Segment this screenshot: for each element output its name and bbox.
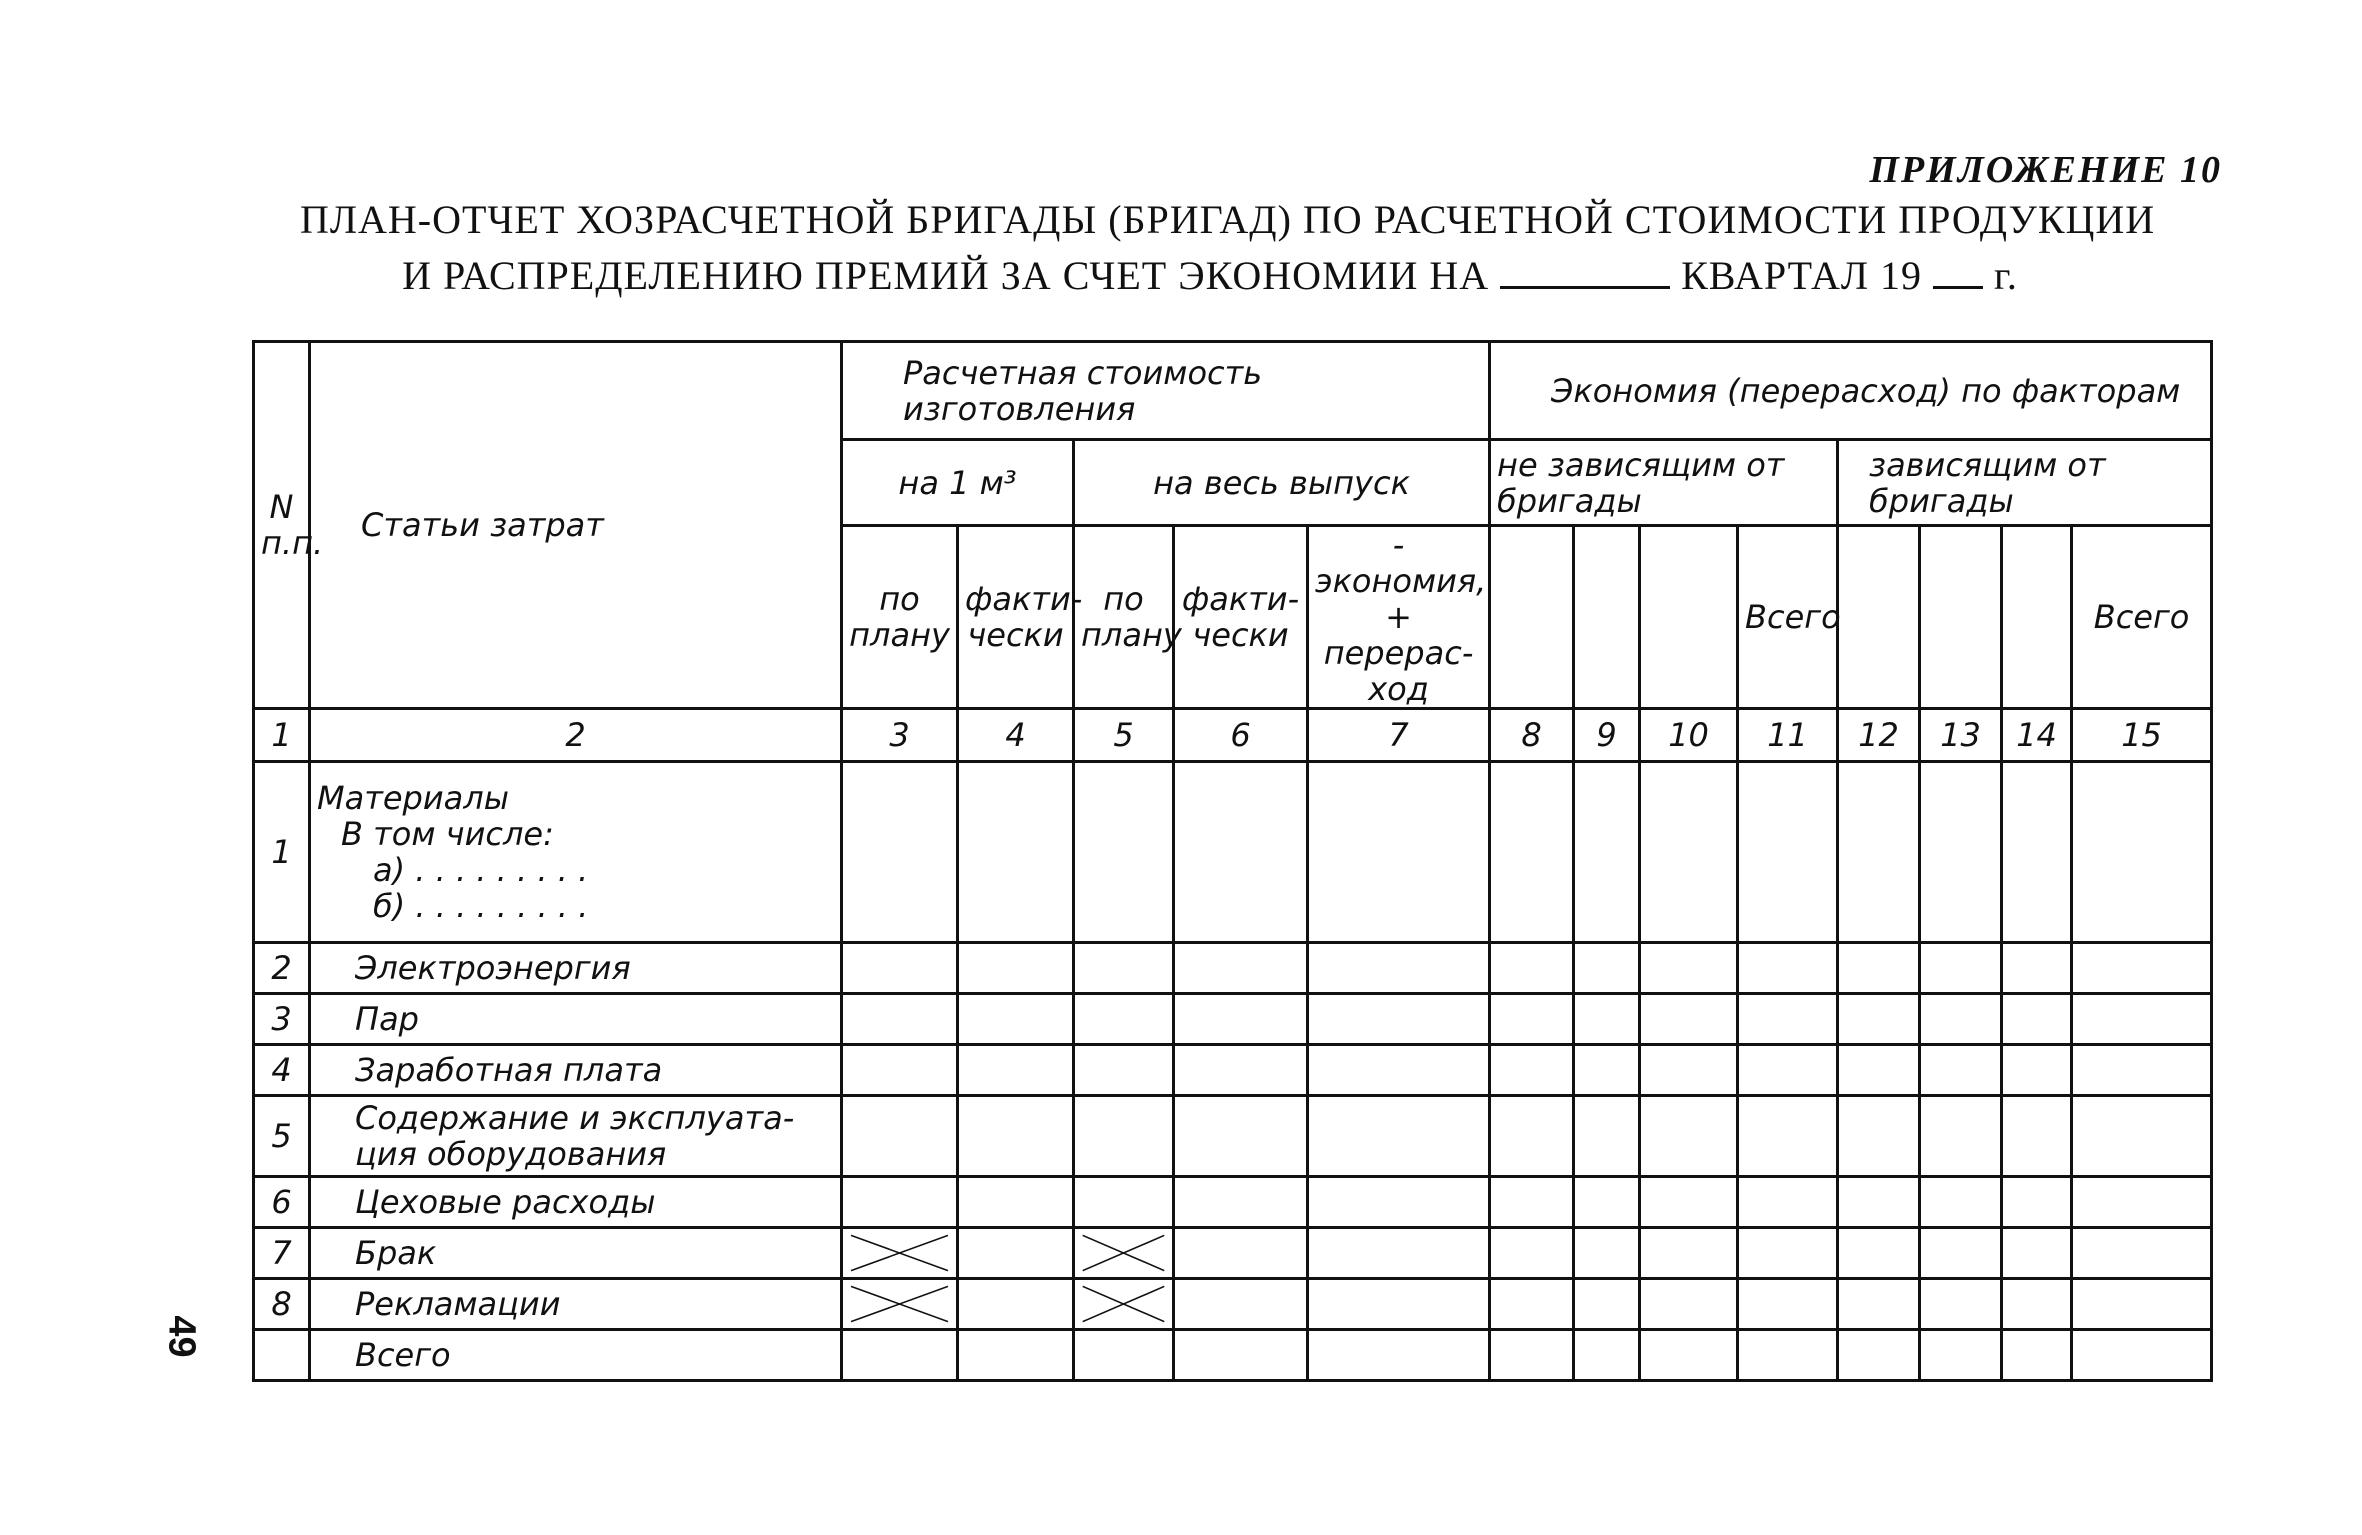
column-number: 9 <box>1574 709 1640 762</box>
table-cell[interactable] <box>1308 994 1490 1045</box>
header-plan-output: по плану <box>1074 526 1174 709</box>
title-year-suffix: г. <box>1994 253 2018 298</box>
table-cell[interactable] <box>1174 1096 1308 1177</box>
table-cell[interactable] <box>2002 1330 2072 1381</box>
table-cell[interactable] <box>842 1177 958 1228</box>
table-cell[interactable] <box>958 762 1074 943</box>
row-number: 6 <box>254 1177 310 1228</box>
table-cell[interactable] <box>2072 994 2212 1045</box>
table-cell[interactable] <box>1838 994 1920 1045</box>
row-number: 4 <box>254 1045 310 1096</box>
row-item: Заработная плата <box>310 1045 842 1096</box>
table-cell[interactable] <box>2072 943 2212 994</box>
table-row <box>254 1279 2212 1330</box>
row-item-label: Материалы <box>317 779 509 817</box>
column-number: 4 <box>958 709 1074 762</box>
table-cell[interactable] <box>1490 943 1574 994</box>
table-cell[interactable] <box>1174 1177 1308 1228</box>
header-total-dependent: Всего <box>2072 526 2212 709</box>
table-cell[interactable] <box>958 1177 1074 1228</box>
table-cell[interactable] <box>1738 1330 1838 1381</box>
table-cell[interactable] <box>1174 943 1308 994</box>
table-cell[interactable] <box>1490 762 1574 943</box>
table-cell[interactable] <box>1308 1279 1490 1330</box>
row-number: 1 <box>254 762 310 943</box>
row-item: Цеховые расходы <box>310 1177 842 1228</box>
title-line-2-text: И РАСПРЕДЕЛЕНИЮ ПРЕМИЙ ЗА СЧЕТ ЭКОНОМИИ НА <box>402 253 1490 298</box>
row-number: 2 <box>254 943 310 994</box>
table-row <box>254 762 2212 943</box>
column-number: 11 <box>1738 709 1838 762</box>
table-cell[interactable] <box>1574 1045 1640 1096</box>
table-cell[interactable] <box>1838 1330 1920 1381</box>
table-cell[interactable] <box>1074 943 1174 994</box>
table-cell[interactable] <box>1920 943 2002 994</box>
header-empty-8 <box>1490 526 1574 709</box>
table-cell[interactable] <box>842 1330 958 1381</box>
table-cell[interactable] <box>1738 1045 1838 1096</box>
table-cell[interactable] <box>1490 1330 1574 1381</box>
title-quarter-label: КВАРТАЛ 19 <box>1681 253 1923 298</box>
row-number <box>254 1330 310 1381</box>
table-cell[interactable] <box>2002 1045 2072 1096</box>
header-not-dependent: не зависящим от бригады <box>1490 440 1838 526</box>
column-number: 12 <box>1838 709 1920 762</box>
column-number: 5 <box>1074 709 1174 762</box>
header-group-cost: Расчетная стоимость изготовления <box>842 342 1490 440</box>
header-col-number: N п.п. <box>254 342 310 709</box>
table-cell[interactable] <box>1074 1096 1174 1177</box>
table-cell[interactable] <box>1640 1330 1738 1381</box>
table-cell[interactable] <box>1838 1045 1920 1096</box>
table-cell[interactable] <box>1074 1330 1174 1381</box>
header-empty-10 <box>1640 526 1738 709</box>
table-row <box>254 994 2212 1045</box>
table-cell[interactable] <box>1574 1228 1640 1279</box>
table-cell[interactable] <box>958 1045 1074 1096</box>
table-cell[interactable] <box>1308 943 1490 994</box>
header-dependent: зависящим от бригады <box>1838 440 2212 526</box>
column-number: 13 <box>1920 709 2002 762</box>
table-cell[interactable] <box>1574 1177 1640 1228</box>
table-cell[interactable] <box>2002 994 2072 1045</box>
table-cell[interactable] <box>1640 1228 1738 1279</box>
row-number: 8 <box>254 1279 310 1330</box>
table-row <box>254 1045 2212 1096</box>
table-cell[interactable] <box>1574 1330 1640 1381</box>
table-cell[interactable] <box>1738 994 1838 1045</box>
table-cell[interactable] <box>1838 1096 1920 1177</box>
table-cell[interactable] <box>958 1279 1074 1330</box>
row-item: Электроэнергия <box>310 943 842 994</box>
appendix-label: ПРИЛОЖЕНИЕ 10 <box>1869 149 2222 191</box>
table-cell[interactable] <box>1574 943 1640 994</box>
row-item: Содержание и эксплуата-ция оборудования <box>310 1096 842 1177</box>
crossed-cell <box>842 1228 958 1279</box>
table-cell[interactable] <box>1920 1279 2002 1330</box>
crossed-cell <box>1074 1228 1174 1279</box>
table-cell[interactable] <box>1308 1045 1490 1096</box>
column-number: 10 <box>1640 709 1738 762</box>
column-number-row <box>254 709 2212 762</box>
table-cell[interactable] <box>842 1045 958 1096</box>
table-cell[interactable] <box>2072 1096 2212 1177</box>
table-cell[interactable] <box>842 762 958 943</box>
table-cell[interactable] <box>1838 1279 1920 1330</box>
table-cell[interactable] <box>2002 1279 2072 1330</box>
table-cell[interactable] <box>1838 943 1920 994</box>
table-cell[interactable] <box>2002 1096 2072 1177</box>
table-cell[interactable] <box>842 1096 958 1177</box>
table-cell[interactable] <box>1174 1228 1308 1279</box>
table-cell[interactable] <box>1308 1228 1490 1279</box>
table-cell[interactable] <box>958 994 1074 1045</box>
plan-report-table <box>252 340 2213 1382</box>
header-empty-12 <box>1838 526 1920 709</box>
table-cell[interactable] <box>2072 1279 2212 1330</box>
table-cell[interactable] <box>1490 1228 1574 1279</box>
table-cell[interactable] <box>1490 1177 1574 1228</box>
table-cell[interactable] <box>958 943 1074 994</box>
cross-out-mark <box>849 1282 950 1326</box>
table-row <box>254 1177 2212 1228</box>
table-cell[interactable] <box>2072 1045 2212 1096</box>
cross-out-mark <box>849 1231 950 1275</box>
cross-out-mark <box>1081 1231 1166 1275</box>
column-number: 15 <box>2072 709 2212 762</box>
table-cell[interactable] <box>2002 762 2072 943</box>
table-cell[interactable] <box>1738 762 1838 943</box>
cross-out-mark <box>1081 1282 1166 1326</box>
header-actual-output: факти-чески <box>1174 526 1308 709</box>
table-cell[interactable] <box>958 1228 1074 1279</box>
table-cell[interactable] <box>1574 762 1640 943</box>
crossed-cell <box>1074 1279 1174 1330</box>
table-row-total <box>254 1330 2212 1381</box>
header-col-items: Статьи затрат <box>310 342 842 709</box>
table-cell[interactable] <box>958 1096 1074 1177</box>
table-cell[interactable] <box>1920 1045 2002 1096</box>
table-cell[interactable] <box>1074 762 1174 943</box>
column-number: 14 <box>2002 709 2072 762</box>
crossed-cell <box>842 1279 958 1330</box>
page-number: 49 <box>160 1315 203 1358</box>
table-cell[interactable] <box>1490 1279 1574 1330</box>
row-item: Пар <box>310 994 842 1045</box>
header-economy: - экономия, + перерас-ход <box>1308 526 1490 709</box>
table-cell[interactable] <box>1920 1330 2002 1381</box>
table-cell[interactable] <box>842 994 958 1045</box>
table-cell[interactable] <box>1640 1045 1738 1096</box>
table-cell[interactable] <box>1308 762 1490 943</box>
table-row <box>254 943 2212 994</box>
column-number: 2 <box>310 709 842 762</box>
row-item: Брак <box>310 1228 842 1279</box>
table-cell[interactable] <box>1640 994 1738 1045</box>
row-item: Всего <box>310 1330 842 1381</box>
table-cell[interactable] <box>2002 1177 2072 1228</box>
table-cell[interactable] <box>1640 1096 1738 1177</box>
table-row <box>254 1096 2212 1177</box>
table-cell[interactable] <box>1174 762 1308 943</box>
table-cell[interactable] <box>1574 994 1640 1045</box>
table-cell[interactable] <box>1838 762 1920 943</box>
header-per-m3: на 1 м³ <box>842 440 1074 526</box>
table-cell[interactable] <box>1574 1279 1640 1330</box>
table-cell[interactable] <box>842 943 958 994</box>
table-cell[interactable] <box>1308 1096 1490 1177</box>
table-row <box>254 1228 2212 1279</box>
table-cell[interactable] <box>1920 762 2002 943</box>
table-cell[interactable] <box>2002 943 2072 994</box>
column-number: 8 <box>1490 709 1574 762</box>
table-cell[interactable] <box>1574 1096 1640 1177</box>
column-number: 3 <box>842 709 958 762</box>
table-cell[interactable] <box>1738 1228 1838 1279</box>
table-cell[interactable] <box>1738 1279 1838 1330</box>
table-cell[interactable] <box>1640 762 1738 943</box>
column-number: 1 <box>254 709 310 762</box>
document-title-line-2 <box>300 252 2120 299</box>
table-cell[interactable] <box>1920 1096 2002 1177</box>
quarter-blank[interactable] <box>1500 285 1670 289</box>
table-cell[interactable] <box>2072 1177 2212 1228</box>
row-number: 7 <box>254 1228 310 1279</box>
column-number: 7 <box>1308 709 1490 762</box>
table-cell[interactable] <box>1308 1177 1490 1228</box>
header-total-not-dependent: Всего <box>1738 526 1838 709</box>
table-cell[interactable] <box>2072 1330 2212 1381</box>
header-empty-14 <box>2002 526 2072 709</box>
table-cell[interactable] <box>1640 943 1738 994</box>
row-item: Рекламации <box>310 1279 842 1330</box>
table-cell[interactable] <box>958 1330 1074 1381</box>
header-whole-output: на весь выпуск <box>1074 440 1490 526</box>
row-number: 3 <box>254 994 310 1045</box>
table-cell[interactable] <box>1490 1096 1574 1177</box>
table-cell[interactable] <box>1920 1228 2002 1279</box>
header-actual-per-m3: факти-чески <box>958 526 1074 709</box>
table-cell[interactable] <box>1074 1045 1174 1096</box>
year-blank[interactable] <box>1933 285 1983 289</box>
table-cell[interactable] <box>1920 994 2002 1045</box>
table-cell[interactable] <box>1174 1279 1308 1330</box>
row-number: 5 <box>254 1096 310 1177</box>
table-cell[interactable] <box>2072 1228 2212 1279</box>
table-cell[interactable] <box>1174 994 1308 1045</box>
table-cell[interactable] <box>1738 943 1838 994</box>
row-item-sub-b: б) . . . . . . . . . <box>373 887 589 925</box>
table-cell[interactable] <box>1738 1096 1838 1177</box>
table-cell[interactable] <box>1074 994 1174 1045</box>
table-cell[interactable] <box>1308 1330 1490 1381</box>
table-cell[interactable] <box>2002 1228 2072 1279</box>
header-empty-13 <box>1920 526 2002 709</box>
table-cell[interactable] <box>1640 1279 1738 1330</box>
table-cell[interactable] <box>1174 1045 1308 1096</box>
header-plan-per-m3: по плану <box>842 526 958 709</box>
table-cell[interactable] <box>1920 1177 2002 1228</box>
header-empty-9 <box>1574 526 1640 709</box>
table-cell[interactable] <box>1738 1177 1838 1228</box>
row-item-sub: В том числе: <box>341 815 554 853</box>
row-item-sub-a: а) . . . . . . . . . <box>373 851 589 889</box>
table-cell[interactable] <box>1838 1177 1920 1228</box>
table-cell[interactable] <box>1174 1330 1308 1381</box>
header-group-savings: Экономия (перерасход) по факторам <box>1490 342 2212 440</box>
table-cell[interactable] <box>1490 1045 1574 1096</box>
table-cell[interactable] <box>1490 994 1574 1045</box>
table-cell[interactable] <box>1074 1177 1174 1228</box>
row-item <box>310 762 842 943</box>
table-cell[interactable] <box>2072 762 2212 943</box>
table-cell[interactable] <box>1640 1177 1738 1228</box>
column-number: 6 <box>1174 709 1308 762</box>
table-cell[interactable] <box>1838 1228 1920 1279</box>
document-title-line-1: ПЛАН-ОТЧЕТ ХОЗРАСЧЕТНОЙ БРИГАДЫ (БРИГАД) ПО РАСЧЕТНОЙ СТОИМОСТИ ПРОДУКЦИИ <box>300 197 2156 242</box>
